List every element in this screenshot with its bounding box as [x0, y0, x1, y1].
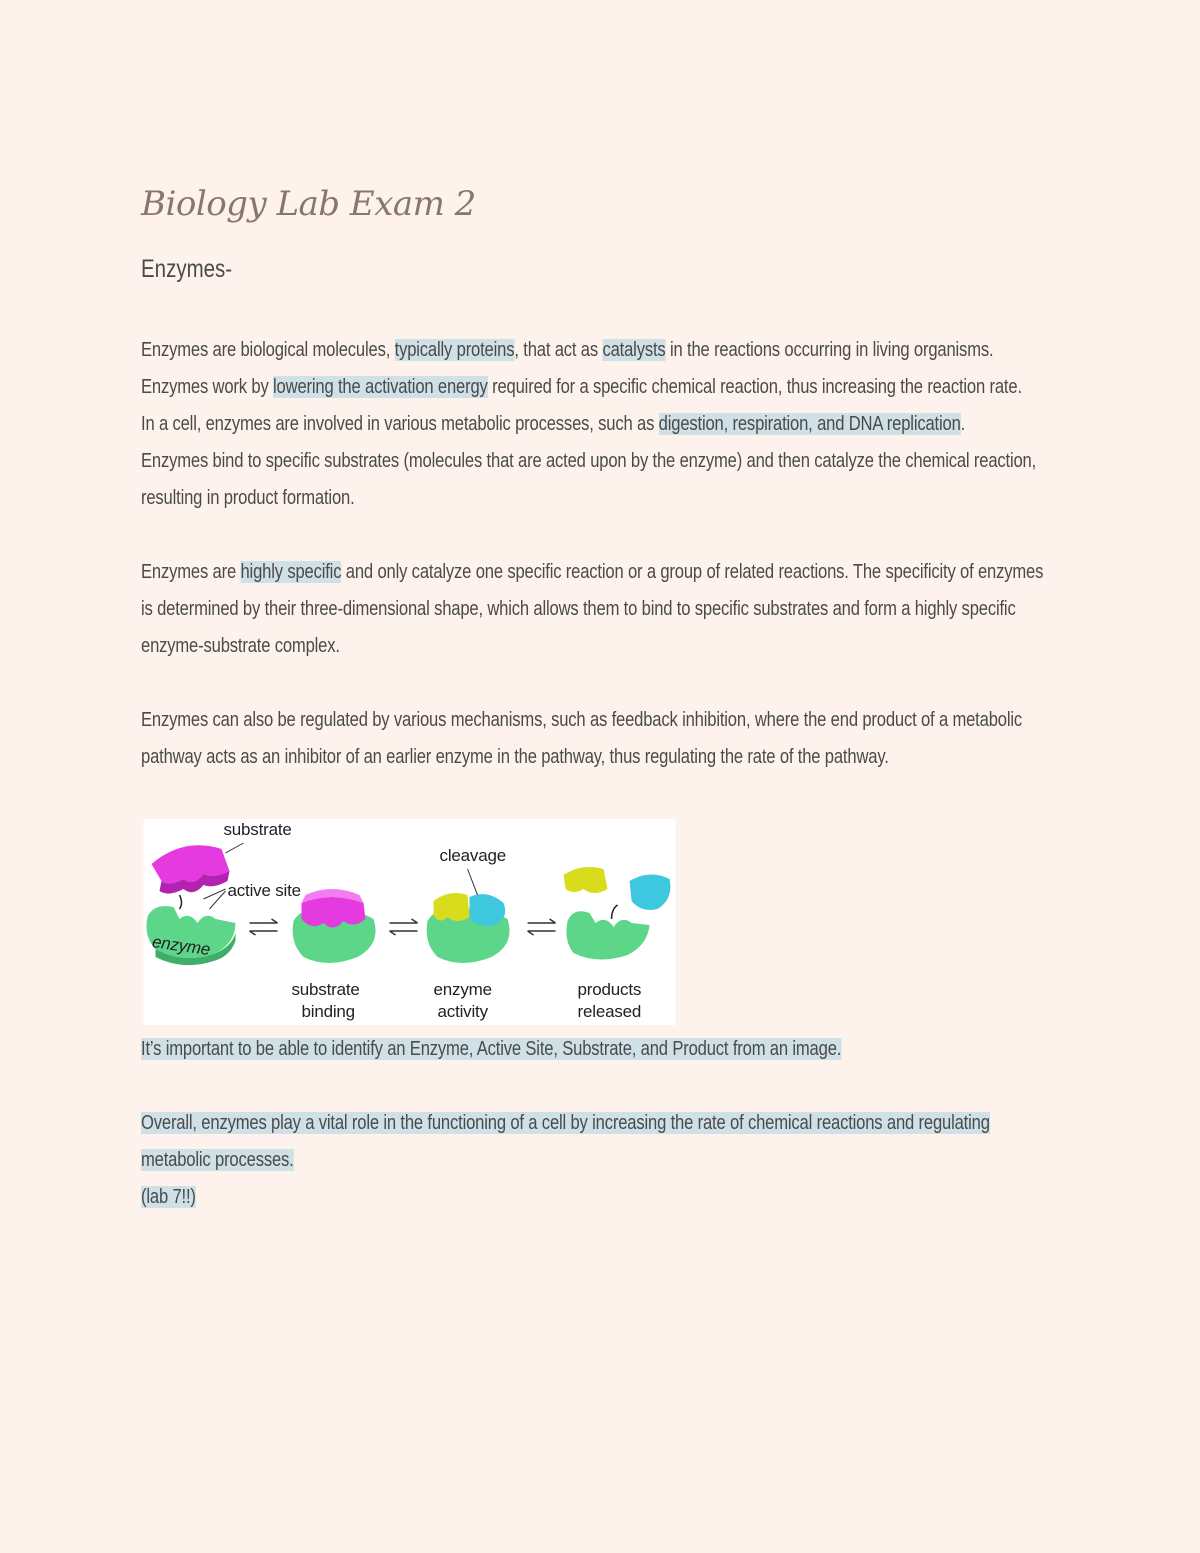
label-active-site: active site — [227, 881, 301, 900]
highlight: digestion, respiration, and DNA replication — [658, 413, 961, 435]
equilibrium-arrow-2 — [390, 919, 418, 935]
paragraph-regulation: Enzymes can also be regulated by various mechanisms, such as feedback inhibition, where the end product of a metabolic pathway acts as an inhibitor of an earlier enzyme in the pathway, thus regulating the rate of the pathway. — [141, 709, 1023, 768]
highlight: It’s important to be able to identify an Enzyme, Active Site, Substrate, and Product from an image. — [141, 1038, 842, 1060]
section-heading: Enzymes- — [141, 255, 233, 283]
paragraph-identify — [141, 1031, 1054, 1068]
enzyme-diagram — [143, 819, 675, 1025]
cleavage-complex — [427, 893, 510, 963]
paragraph-lab-note — [141, 1179, 1054, 1216]
label-step2b: activity — [437, 1002, 488, 1021]
label-substrate: substrate — [223, 820, 292, 839]
label-step1b: binding — [301, 1002, 355, 1021]
label-step3b: released — [577, 1002, 642, 1021]
highlight: lowering the activation energy — [273, 376, 488, 398]
substrate-shape — [151, 845, 229, 893]
highlight: typically proteins — [394, 339, 515, 361]
label-enzyme: enzyme — [150, 932, 212, 960]
paragraph-overall — [141, 1105, 1054, 1179]
highlight: highly specific — [240, 561, 342, 583]
paragraph-substrates: Enzymes bind to specific substrates (molecules that are acted upon by the enzyme) and then catalyze the chemical reaction, resulting in product formation. — [141, 450, 1037, 509]
equilibrium-arrow-1 — [250, 919, 278, 935]
label-step1a: substrate — [291, 980, 360, 999]
bound-complex — [293, 889, 376, 963]
paragraph-specificity: Enzymes are highly specific and only catalyze one specific reaction or a group of related reactions. The specificity of enzymes is determined by their three-dimensional shape, which allows them to bind to specific substrates and form a highly specific enzyme-substrate complex. — [141, 561, 1044, 657]
highlight: (lab 7!!) — [141, 1186, 196, 1208]
label-step3a: products — [577, 980, 642, 999]
highlight: Overall, enzymes play a vital role in the functioning of a cell by increasing the rate of chemical reactions and regulating metabolic processes. — [141, 1112, 990, 1171]
equilibrium-arrow-3 — [528, 919, 556, 935]
paragraph-processes: In a cell, enzymes are involved in various metabolic processes, such as digestion, respiration, and DNA replication. — [141, 413, 966, 435]
label-step2a: enzyme — [433, 980, 492, 999]
highlight: catalysts — [602, 339, 666, 361]
page-title: Biology Lab Exam 2 — [141, 184, 476, 224]
released-products — [564, 867, 671, 960]
paragraph-definition: Enzymes are biological molecules, typically proteins, that act as catalysts in the reactions occurring in living organisms. Enzymes work by lowering the activation energy required for a specific chemical reaction, thus increasing the reaction rate. — [141, 339, 1022, 398]
document-body — [141, 332, 1054, 1216]
label-cleavage: cleavage — [439, 846, 506, 865]
